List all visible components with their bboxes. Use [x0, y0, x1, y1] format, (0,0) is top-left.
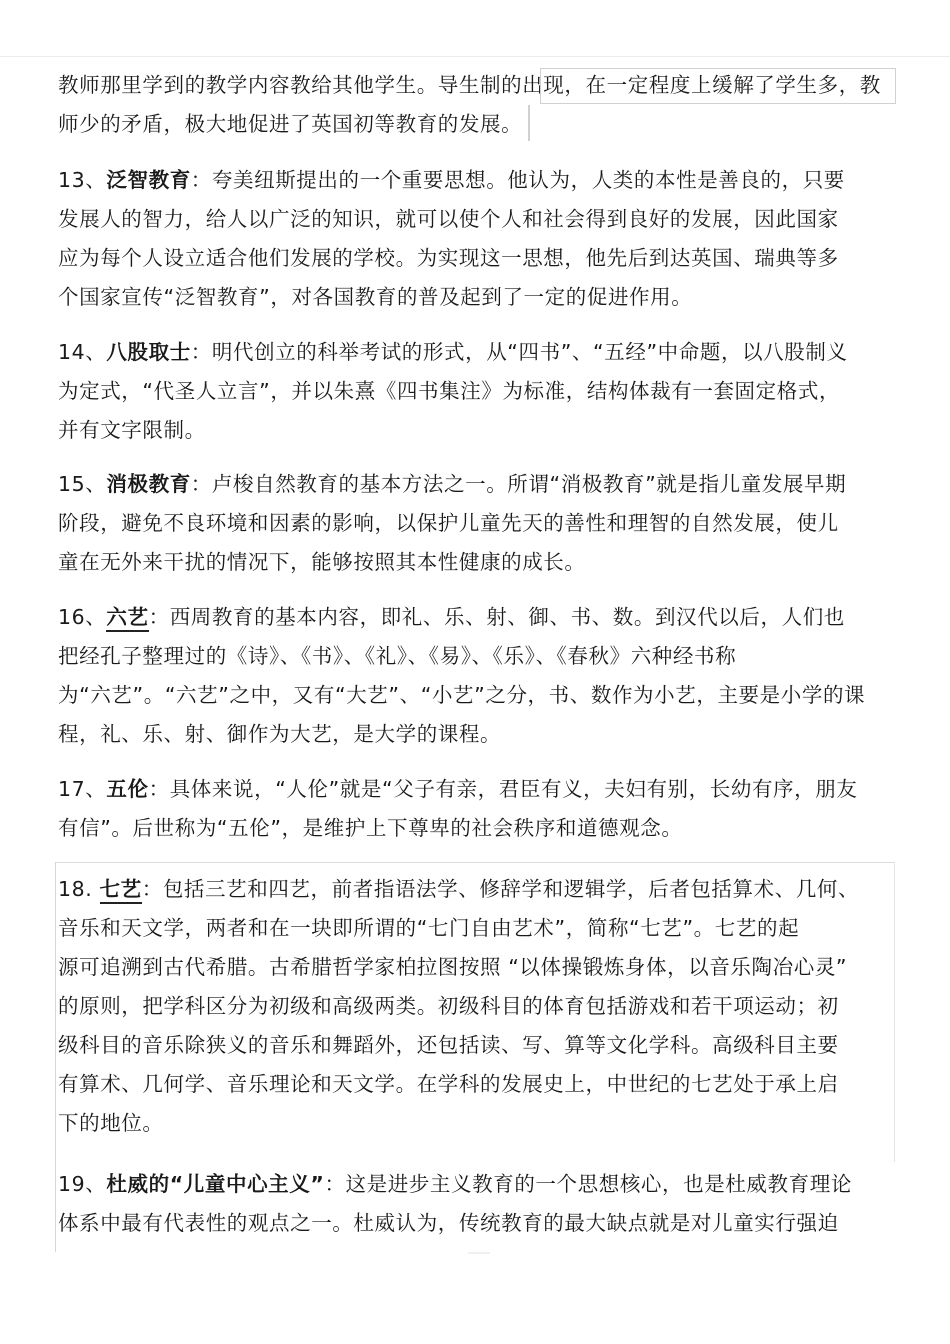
p16-line-3: 为“六艺”。“六艺”之中，又有“大艺”、“小艺”之分，书、数作为小艺，主要是小学的课 — [58, 683, 866, 707]
term-qiyi: 七艺 — [100, 877, 142, 904]
term-bagu: 八股取士 — [106, 340, 191, 364]
p18-line-7: 下的地位。 — [58, 1111, 164, 1135]
term-liuyi: 六艺 — [106, 605, 148, 632]
p17-line-2: 有信”。后世称为“五伦”，是维护上下尊卑的社会秩序和道德观念。 — [58, 816, 683, 840]
term-xiaoji: 消极教育 — [106, 472, 191, 496]
page-top-rule — [0, 56, 950, 57]
p18-line-2: 音乐和天文学，两者和在一块即所谓的“七门自由艺术”，简称“七艺”。七艺的起 — [58, 916, 800, 940]
p16-line-4: 程，礼、乐、射、御作为大艺，是大学的课程。 — [58, 722, 502, 746]
p13-line-4: 个国家宣传“泛智教育”，对各国教育的普及起到了一定的促进作用。 — [58, 285, 693, 309]
p19-line-1: 19、杜威的“儿童中心主义”：这是进步主义教育的一个思想核心，也是杜威教育理论 — [58, 1172, 852, 1196]
p19-line-2: 体系中最有代表性的观点之一。杜威认为，传统教育的最大缺点就是对儿童实行强迫 — [58, 1211, 839, 1235]
p12-line-1: 教师那里学到的教学内容教给其他学生。导生制的出现，在一定程度上缓解了学生多，教 — [58, 73, 881, 97]
p14-line-3: 并有文字限制。 — [58, 418, 206, 442]
term-wulun: 五伦 — [106, 777, 149, 801]
p18-line-6: 有算术、几何学、音乐理论和天文学。在学科的发展史上，中世纪的七艺处于承上启 — [58, 1072, 839, 1096]
p18-line-5: 级科目的音乐除狭义的音乐和舞蹈外，还包括读、写、算等文化学科。高级科目主要 — [58, 1033, 839, 1057]
p18-line-4: 的原则，把学科区分为初级和高级两类。初级科目的体育包括游戏和若干项运动；初 — [58, 994, 839, 1018]
section-box-left — [55, 862, 56, 1252]
p14-line-1: 14、八股取士：明代创立的科举考试的形式，从“四书”、“五经”中命题，以八股制义 — [58, 340, 848, 364]
p17-line-1: 17、五伦：具体来说，“人伦”就是“父子有亲，君臣有义，夫妇有别，长幼有序，朋友 — [58, 777, 858, 801]
p18-line-1: 18. 七艺：包括三艺和四艺，前者指语法学、修辞学和逻辑学，后者包括算术、几何、 — [58, 874, 859, 904]
term-fanzhi: 泛智教育 — [106, 168, 191, 192]
p13-line-2: 发展人的智力，给人以广泛的知识，就可以使个人和社会得到良好的发展，因此国家 — [58, 207, 839, 231]
p16-line-1: 16、六艺：西周教育的基本内容，即礼、乐、射、御、书、数。到汉代以后，人们也 — [58, 602, 845, 632]
p12-line-2: 师少的矛盾，极大地促进了英国初等教育的发展。 — [58, 112, 523, 136]
p14-line-2: 为定式，“代圣人立言”，并以朱熹《四书集注》为标准，结构体裁有一套固定格式， — [58, 379, 841, 403]
p15-line-1: 15、消极教育：卢梭自然教育的基本方法之一。所谓“消极教育”就是指儿童发展早期 — [58, 472, 847, 496]
p13-line-3: 应为每个人设立适合他们发展的学校。为实现这一思想，他先后到达英国、瑞典等多 — [58, 246, 839, 270]
term-dewey: 杜威的“儿童中心主义” — [106, 1172, 325, 1196]
p15-line-3: 童在无外来干扰的情况下，能够按照其本性健康的成长。 — [58, 550, 586, 574]
section-box-top — [55, 862, 895, 863]
p13-line-1: 13、泛智教育：夸美纽斯提出的一个重要思想。他认为，人类的本性是善良的，只要 — [58, 168, 845, 192]
p15-line-2: 阶段，避免不良环境和因素的影响，以保护儿童先天的善性和理智的自然发展，使儿 — [58, 511, 839, 535]
page-footer-mark — [468, 1252, 490, 1254]
section-box-right — [894, 862, 895, 1162]
p16-line-2: 把经孔子整理过的《诗》、《书》、《礼》、《易》、《乐》、《春秋》六种经书称 — [58, 644, 737, 668]
p18-line-3: 源可追溯到古代希腊。古希腊哲学家柏拉图按照 “以体操锻炼身体，以音乐陶冶心灵” — [58, 955, 848, 979]
selection-box-edge — [528, 105, 530, 141]
